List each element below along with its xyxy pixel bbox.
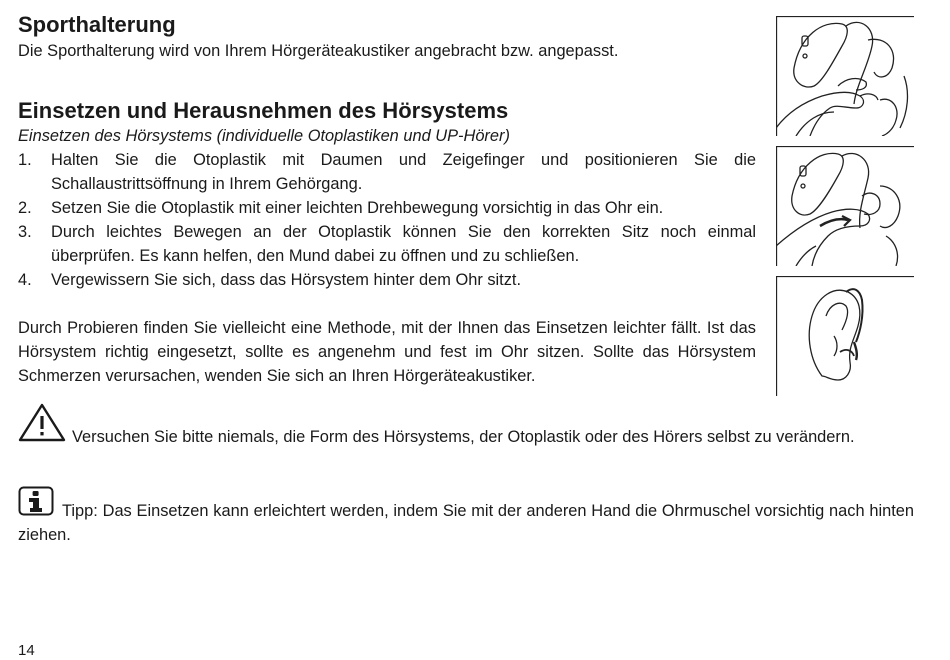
steps-list [18, 148, 756, 292]
warning-text: Versuchen Sie bitte niemals, die Form des Hörsystems, der Otoplastik oder des Hörers selbst zu verändern. [72, 428, 855, 446]
illustration-ear-fitted [776, 276, 914, 396]
subtitle-einsetzen: Einsetzen des Hörsystems (individuelle Otoplastiken und UP-Hörer) [18, 127, 510, 145]
step-item [18, 196, 756, 220]
warning-triangle-icon [18, 402, 66, 449]
main-text-column [18, 12, 756, 388]
warning-note [18, 402, 914, 449]
step-number: 3. [18, 223, 32, 241]
step-number: 4. [18, 271, 32, 289]
step-text: Vergewissern Sie sich, dass das Hörsystem hinter dem Ohr sitzt. [51, 271, 522, 289]
illustration-hold-otoplastic [776, 16, 914, 136]
step-number: 2. [18, 199, 32, 217]
tip-text: Tipp: Das Einsetzen kann erleichtert werden, indem Sie mit der anderen Hand die Ohrmuschel vorsichtig nach hinten ziehen. [18, 502, 914, 544]
step-item [18, 148, 756, 196]
info-icon [18, 486, 54, 523]
step-text: Durch leichtes Bewegen an der Otoplastik können Sie den korrekten Sitz noch einmal überprüfen. Es kann helfen, den Mund dabei zu öffnen und zu schließen. [51, 223, 756, 265]
step-text: Setzen Sie die Otoplastik mit einer leichten Drehbewegung vorsichtig in das Ohr ein. [51, 199, 664, 217]
step-item [18, 268, 756, 292]
tip-note [18, 486, 914, 547]
step-number: 1. [18, 151, 32, 169]
sporthalterung-text: Die Sporthalterung wird von Ihrem Hörgeräteakustiker angebracht bzw. angepasst. [18, 42, 619, 60]
step-item [18, 220, 756, 268]
page-number: 14 [18, 642, 35, 659]
heading-sporthalterung: Sporthalterung [18, 12, 176, 37]
step-text: Halten Sie die Otoplastik mit Daumen und Zeigefinger und positionieren Sie die Schallaustrittsöffnung in Ihrem Gehörgang. [51, 151, 756, 193]
illustration-insert-otoplastic [776, 146, 914, 266]
fitting-paragraph: Durch Probieren finden Sie vielleicht eine Methode, mit der Ihnen das Einsetzen leichter fällt. Ist das Hörsystem richtig eingesetzt, sollte es angenehm und fest im Ohr sitzen. Sollte das Hörsystem Schmerzen verursachen, wenden Sie sich an Ihren Hörgeräteakustiker. [18, 319, 756, 385]
heading-einsetzen: Einsetzen und Herausnehmen des Hörsystems [18, 98, 509, 123]
